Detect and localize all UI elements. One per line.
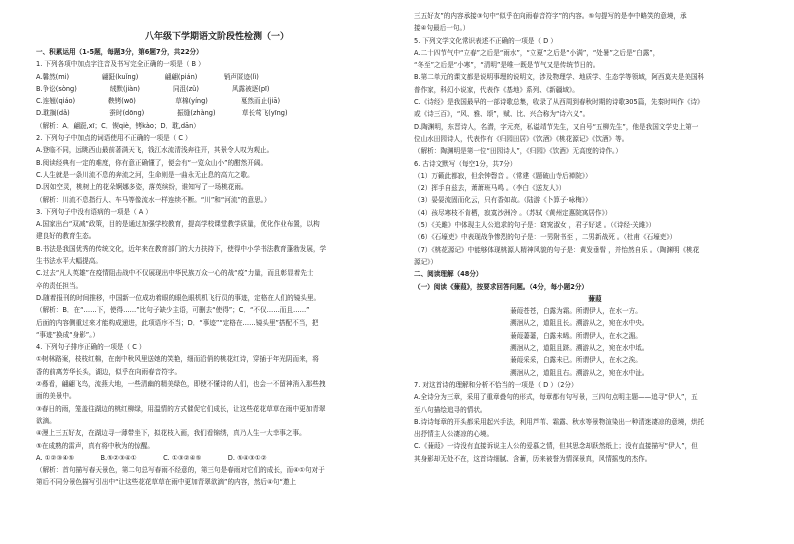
text-line: B.争讼(sòng) 绒默(jiàn) 同沮(zǔ) 风露被逐(pī) (36, 84, 270, 93)
text-line: 至八句描绘追寻的情状。 (414, 405, 487, 414)
text-line: 三五好友”的内容承接③句中“似乎在向雨春音符字”的内容。⑤句提写的是李中略笑的意境，承 (414, 12, 687, 20)
text-line: ①树林路案，枝枝红棉，在南中秋风里送她的笑艳，细而沿俏的桃花红诗，穿插于年光阴而来，将 (36, 355, 319, 364)
text-line: 普作家，科幻小说家，代表作《基地》系列、《新疆域》。 (414, 85, 579, 94)
text-line: B.诗诗每章的开头都采用起兴手法，利用芦苇、霜露、秋水等景物渲染出一种清迷凄凉的意境，烘托 (414, 417, 705, 426)
text-line: 生书法水平大幅提高。 (36, 257, 102, 266)
left-column (36, 10, 398, 489)
text-line: A.登临不同，远眺西山最前著满天飞，钱江水流清浅奔往开，其景令人叹为观止。 (36, 146, 274, 155)
text-line: （解析：首句描写春天景色，第二句总写春雨不经意的，第三句是春雨对它们的成长，而④①句对于 (36, 466, 325, 475)
poem-line: 蒹葭萋萋，白露未晞。所谓伊人，在水之湄。 (510, 331, 642, 340)
poem-line: 蒹葭采采，白露未已。所谓伊人，在水之涘。 (510, 356, 642, 365)
text-line: ④漫上三五好友，在湖边寻一薄带坐下，拟花枝入画，我们看锦绣，真乃人生一大幸事之事。 (36, 429, 306, 438)
text-line: D.耽搁(dǎ) 蚕时(dōng) 振缝(zhàng) 草长莺飞(yīng) (36, 109, 288, 118)
text-line: 欲滴。 (36, 416, 56, 425)
left-column-body (36, 46, 398, 489)
text-line: （1）万籁此都寂，但余钟磬音 。（常建《题破山寺后禅院》） (414, 171, 592, 180)
poem-body (414, 305, 776, 379)
text-line: D.因如空灵，桃树上的花朵婀娜多姿，落英缤纷，谁知写了一场桃花雨。 (36, 183, 248, 192)
poem-line: 蒹葭苍苍，白露为霜。所谓伊人，在水一方。 (510, 307, 642, 316)
text-line: 第后不同分景色描写引出中“让这些花花草草在雨中更加青翠欲滴”的内容，然后④句“邀上 (36, 478, 297, 487)
text-line: A.国家出台“双减”政策，目的是通过加强学校教育，提高学校课堂教学质量，优化作业布置，以构 (36, 220, 320, 229)
text-line: （3）晏晏流固而化云，只有香如故。（陆游《卜算子·咏梅》） (414, 196, 592, 205)
text-line: 其身影却无处不在，这首诗细腻、含蓄，历来被誉为情深景真，风情摇曳的杰作。 (414, 454, 652, 463)
text-line: A. ①②③④⑤ B.⑤②③④① C. ①③②④⑤ D. ⑤④③①② (36, 453, 267, 462)
text-line: 4. 下列句子排序正确的一项是（ C ） (36, 343, 146, 352)
text-line: 7. 对这首诗的理解和分析不恰当的一项是（ D ）（2分） (414, 380, 578, 389)
text-line: 位山水田园诗人，代表作有《归园田居》《饮酒》《桃花源记》《饮酒》等。 (414, 134, 629, 143)
page-title: 八年级下学期语文阶段性检测（一） (144, 32, 289, 42)
right-column-bottom (414, 379, 776, 465)
text-line: A.馨然(mi) 翩跹(kuǐng) 翩翩(pián) 销声匿迹(lì) (36, 72, 259, 81)
poem-title: 蒹葭 (588, 294, 602, 303)
text-line: 源记》） (414, 257, 438, 266)
text-line: 卒的责任担当。 (36, 281, 83, 290)
text-line: “事迹”换成“身影”。） (36, 330, 100, 339)
text-line: A.二十四节气中“立春”之后是“雨水”，“立夏”之后是“小满”，“处暑”之后是“白露”， (414, 48, 660, 57)
text-line: （4）孩尽寒枝不肯栖，寂寞沙洲冷 。（苏轼《黄州定惠院寓居作》） (414, 208, 612, 217)
text-line: D.随着报刊的时间推移，中国新一位成功着眼的眼色眼机机飞行员的事迹，定格在人们的镜头里。 (36, 293, 321, 302)
text-line: （解析：川流不息指行人、车马等像流水一样连续不断。“川”和“河流”的意思。） (36, 195, 271, 204)
text-line: 建良好的教育生态。 (36, 232, 96, 241)
text-line: 面的美景中。 (36, 392, 76, 401)
text-line: B.第二单元的课文都是说明事理的说明文，涉及物理学、地质学、生态学等领域，阿西莫夫是美国科 (414, 73, 705, 82)
text-line: C.过去“凡人英雄”在疫情阻击战中不仅展现出中华民族万众一心的战“疫”力量，而且彰显着先士 (36, 269, 314, 278)
text-line: 或《诗三百》，“风、雅、颂”，赋、比、兴合称为“诗六义”。 (414, 110, 590, 119)
text-line: （2）挥手自兹去，萧萧班马鸣 。（李白《送友人》） (414, 184, 566, 193)
text-line: 1. 下列各项中加点字注音及书写完全正确的一项是（ B ） (36, 60, 205, 69)
text-line: （解析：陶渊明是第一位“田园诗人”，《归园》《饮酒》无高度的诗作。） (414, 147, 622, 156)
text-line: 出抒情主人公凄凉的心境。 (414, 430, 494, 439)
text-line: 3. 下列句子中没有语病的一项是（ A ） (36, 207, 152, 216)
right-column-top (414, 10, 776, 293)
text-line: B.阅读经典有一定的难度，你有意正确懂了，便会有“一览众山小”的酣然开阔。 (36, 158, 268, 167)
right-column (414, 10, 776, 465)
text-line: C.《蒹葭》一诗没有直接诉说主人公的爱慕之情，但其思念却跃然纸上；没有直接描写“伊人”，但 (414, 442, 698, 451)
text-line: （一）阅读《蒹葭》，按要求回答问题。（4分，每小题2分） (414, 282, 589, 291)
text-line: （6）《石壕吏》中表现战争惨烈的句子是：一男附书至 ，二男新战死 。（杜甫《石壕吏》） (414, 233, 677, 242)
text-line: （解析：B．在“……下，使得……”比句子缺少主语，可删去“使得”；C．“不仅……而且……” (36, 306, 310, 315)
text-line: D.陶渊明，东晋诗人，名潜，字元亮，私谥靖节先生，又自号“五柳先生”，他是我国文学史上第一 (414, 122, 699, 131)
text-line: ②蓦看，翩翩飞鸟，流燕大地，一些清幽的精美绿色，即使不懂诗的人们，也会一不留神消入那些拽 (36, 380, 326, 389)
text-line: C.《诗经》是我国最早的一部诗歌总集，收录了从西周到春秋时期的诗歌305篇，先秦时叫作《诗》 (414, 98, 704, 107)
text-line: 2. 下列句子中加点的词语使用不正确的一项是（ C ） (36, 134, 192, 143)
text-line: C.连翘(qiáo) 鞅铐(wō) 草棉(yíng) 戛然而止(jiā) (36, 97, 281, 106)
text-line: （7）《桃花源记》中能够体现桃源人精神风貌的句子是：黄发垂髫 ，并怡然自乐 。（陶渊明《桃花 (414, 245, 700, 254)
text-line: 6. 古诗文默写（每空1分，共7分） (414, 159, 517, 168)
text-line: B.书法是我国优秀的传统文化，近年来在教育部门的大力扶持下，使得中小学书法教育蓬勃发展，学 (36, 244, 327, 253)
text-line: 5. 下列文学文化常识表述不正确的一项是（ D ） (414, 36, 557, 45)
text-line: ③春日的雨，笼盖往湖边的桃红柳绿，用温情的方式催促它们成长，让这些花花草草在雨中更加青翠 (36, 404, 326, 413)
text-line: 后面的内容侧重过来才能构成递进，此项语序不当；D．“事迹”“定格在……镜头里”搭配不当，把 (36, 318, 319, 327)
text-line: 接④句最后一句。） (414, 24, 470, 33)
text-line: 一、积累运用（1-5题，每题3分，第6题7分，共22分） (36, 48, 203, 56)
text-line: “冬至”之后是“小寒”，“清明”是唯一既是节气又是传统节日的。 (414, 61, 600, 70)
text-line: （5）《关雎》中体现主人公追求的句子是：窈窕淑女 ，君子好逑 。（《诗经·关雎》） (414, 221, 656, 230)
text-line: A.全诗分为三章，采用了重章叠句的形式，每章都有句写景，三四句点明主题——追寻“伊人”，五 (414, 393, 698, 402)
text-line: 香的前离芳华长头，湖边，似乎在向雨春音符字。 (36, 367, 182, 376)
poem-line: 溯洄从之，道阻且长。溯游从之，宛在水中央。 (510, 319, 649, 328)
poem-line: 溯洄从之，道阻且右。溯游从之，宛在水中沚。 (510, 368, 649, 377)
text-line: C.人生就是一条川流不息的奔流之河，生命则是一曲永无止息的高亢之歌。 (36, 170, 254, 179)
text-line: （解析：A．翩跹,xī；C．锲qiè，铐kào；D．耽,dān） (36, 121, 200, 130)
text-line: ⑤在成熟的雷声，真有将中秋为的惊醒。 (36, 441, 155, 450)
poem-line: 溯洄从之，道阻且跻。溯游从之，宛在水中坻。 (510, 344, 649, 353)
text-line: 二、阅读理解（48分） (414, 270, 483, 279)
